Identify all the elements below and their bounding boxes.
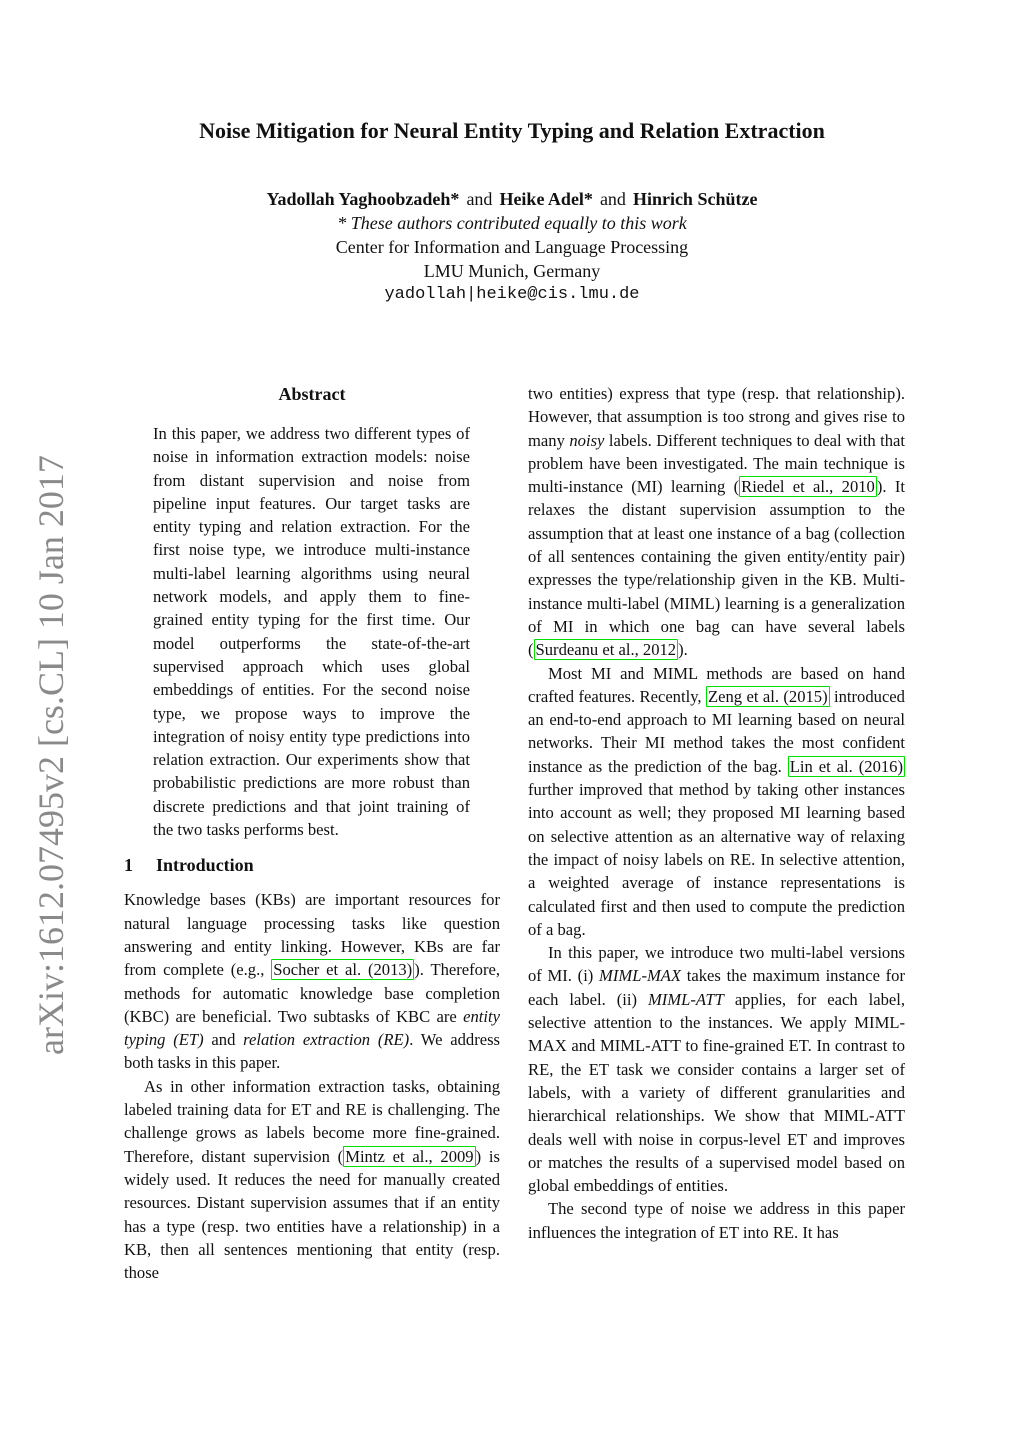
abstract-text: In this paper, we address two different types of noise in information extraction models: noise from distant supervision and noise from pipeline input features. Our target tasks are entity typing and relation extraction. For the first noise type, we introduce multi-instance multi-label learning algorithms using neural network models, and apply them to fine-grained entity typing for the first time. Our model outperforms the state-of-the-art supervised approach which uses global embeddings of entities. For the second noise type, we propose ways to improve the integration of noisy entity type predictions into relation extraction. Our experiments show that probabilistic predictions are more robust than discrete predictions and that joint training of the two tasks performs best. xyxy=(153,424,470,840)
author-block xyxy=(0,187,1024,307)
author-email[interactable]: yadollah|heike@cis.lmu.de xyxy=(384,285,640,304)
contribution-note: * These authors contributed equally to this work xyxy=(337,213,687,233)
emphasis: noisy xyxy=(569,430,605,450)
location: LMU Munich, Germany xyxy=(423,261,601,281)
paragraph: The second type of noise we address in this paper influences the integration of ET into RE. It has xyxy=(528,1199,905,1242)
paper-title: Noise Mitigation for Neural Entity Typing and Relation Extraction xyxy=(199,118,825,143)
affiliation: Center for Information and Language Processing xyxy=(335,237,689,257)
citation-link[interactable]: Surdeanu et al., 2012 xyxy=(535,640,677,660)
abstract-heading: Abstract xyxy=(278,384,346,404)
author-name: Yadollah Yaghoobzadeh* xyxy=(266,189,460,209)
emphasis: MIML-ATT xyxy=(647,989,724,1009)
emphasis: entity typing (ET) xyxy=(124,1006,500,1050)
citation-link[interactable]: Lin et al. (2016) xyxy=(789,756,904,776)
section-number: 1 xyxy=(124,855,133,876)
emphasis: relation extraction (RE) xyxy=(243,1030,410,1050)
author-name: Heike Adel* xyxy=(499,189,593,209)
citation-link[interactable]: Zeng et al. (2015) xyxy=(707,686,828,706)
section-heading xyxy=(124,853,500,877)
section-title: Introduction xyxy=(156,855,254,876)
paragraph: two entities) express that type (resp. that relationship). However, that assumption is too strong and gives rise to many noisy labels. Different techniques to deal with that problem have been investigated. The main technique is multi-instance (MI) learning ( Riedel et al., 2010 ). It relaxes the distant supervision assumption to the assumption that at least one instance of a bag (collection of all sentences containing the given entity/entity pair) expresses the type/relationship given in the KB. Multi-instance multi-label (MIML) learning is a generalization of MI in which one bag can have several labels ( Surdeanu et al., 2012 ). xyxy=(528,384,906,660)
right-column xyxy=(528,382,905,1244)
paragraph: As in other information extraction tasks, obtaining labeled training data for ET and RE is challenging. The challenge grows as labels become more fine-grained. Therefore, distant supervision ( Mintz et al., 2009 ) is widely used. It reduces the need for manually created resources. Distant supervision assumes that if an entity has a type (resp. two entities have a relationship) in a KB, then all sentences mentioning that entity (resp. those xyxy=(124,1076,500,1283)
left-column xyxy=(124,382,500,1284)
arxiv-stamp: arXiv:1612.07495v2 [cs.CL] 10 Jan 2017 xyxy=(31,455,71,1055)
citation-link[interactable]: Mintz et al., 2009 xyxy=(345,1146,474,1166)
paragraph: In this paper, we introduce two multi-label versions of MI. (i) MIML-MAX takes the maximum instance for each label. (ii) MIML-ATT applies, for each label, selective attention to the instances. We apply MIML-MAX and MIML-ATT to fine-grained ET. In contrast to RE, the ET task we consider contains a larger set of labels, with a variety of different granularities and hierarchical relationships. We show that MIML-ATT deals well with noise in corpus-level ET and improves or matches the results of a supervised model based on global embeddings of entities. xyxy=(528,943,905,1196)
author-name: Hinrich Schütze xyxy=(632,189,758,209)
author-line xyxy=(0,187,1024,211)
author-separator: and xyxy=(599,189,626,209)
author-separator: and xyxy=(466,189,493,209)
citation-link[interactable]: Socher et al. (2013) xyxy=(273,960,413,980)
emphasis: MIML-MAX xyxy=(599,966,682,986)
citation-link[interactable]: Riedel et al., 2010 xyxy=(741,477,875,497)
paragraph: Knowledge bases (KBs) are important resources for natural language processing tasks like question answering and entity linking. However, KBs are far from complete (e.g., Socher et al. (2013) ). Therefore, methods for automatic knowledge base completion (KBC) are beneficial. Two subtasks of KBC are entity typing (ET) and relation extraction (RE). We address both tasks in this paper. xyxy=(124,890,501,1073)
paragraph: Most MI and MIML methods are based on hand crafted features. Recently, Zeng et al. (2015) introduced an end-to-end approach to MI learning based on neural networks. Their MI method takes the most confident instance as the prediction of the bag. Lin et al. (2016) further improved that method by taking other instances into account as well; they proposed MI learning based on selective attention as an alternative way of relaxing the impact of noisy labels on RE. In selective attention, a weighted average of instance representations is calculated first and then used to compute the prediction of a bag. xyxy=(528,663,905,939)
